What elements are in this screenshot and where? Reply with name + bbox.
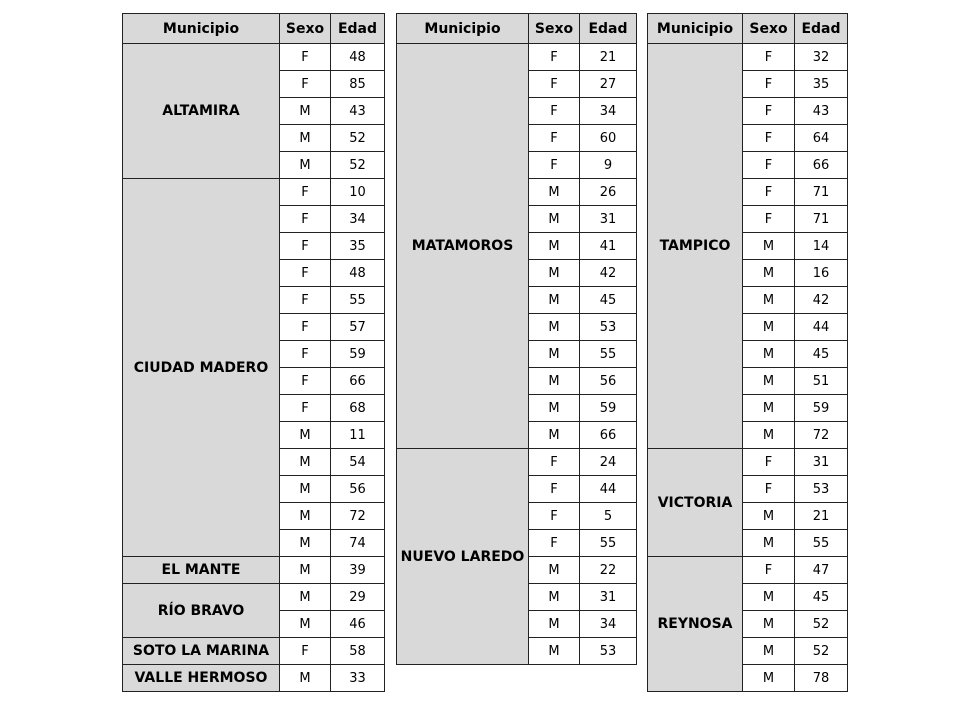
municipio-cell: VICTORIA <box>648 449 743 557</box>
sexo-cell: M <box>743 341 795 368</box>
edad-cell: 14 <box>795 233 848 260</box>
sexo-cell: F <box>529 71 580 98</box>
edad-cell: 58 <box>331 638 385 665</box>
header-municipio: Municipio <box>648 14 743 44</box>
sexo-cell: M <box>529 395 580 422</box>
sexo-cell: M <box>529 368 580 395</box>
sexo-cell: M <box>280 98 331 125</box>
sexo-cell: F <box>743 476 795 503</box>
table-right <box>647 13 848 692</box>
edad-cell: 66 <box>795 152 848 179</box>
edad-cell: 64 <box>795 125 848 152</box>
sexo-cell: M <box>529 638 580 665</box>
header-municipio: Municipio <box>123 14 280 44</box>
header-municipio: Municipio <box>397 14 529 44</box>
sexo-cell: F <box>529 503 580 530</box>
edad-cell: 71 <box>795 206 848 233</box>
sexo-cell: F <box>743 98 795 125</box>
municipio-cell: REYNOSA <box>648 557 743 692</box>
edad-cell: 53 <box>580 314 637 341</box>
edad-cell: 29 <box>331 584 385 611</box>
table-row <box>123 665 385 692</box>
edad-cell: 21 <box>795 503 848 530</box>
sexo-cell: F <box>280 395 331 422</box>
edad-cell: 24 <box>580 449 637 476</box>
sexo-cell: M <box>743 314 795 341</box>
edad-cell: 46 <box>331 611 385 638</box>
table-body <box>397 44 637 665</box>
edad-cell: 22 <box>580 557 637 584</box>
table-left <box>122 13 385 692</box>
edad-cell: 56 <box>580 368 637 395</box>
edad-cell: 85 <box>331 71 385 98</box>
sexo-cell: F <box>280 341 331 368</box>
sexo-cell: M <box>529 314 580 341</box>
edad-cell: 53 <box>795 476 848 503</box>
edad-cell: 52 <box>331 152 385 179</box>
edad-cell: 47 <box>795 557 848 584</box>
edad-cell: 78 <box>795 665 848 692</box>
sexo-cell: F <box>743 44 795 71</box>
edad-cell: 72 <box>795 422 848 449</box>
sexo-cell: F <box>280 179 331 206</box>
municipio-cell: TAMPICO <box>648 44 743 449</box>
sexo-cell: M <box>743 368 795 395</box>
edad-cell: 71 <box>795 179 848 206</box>
edad-cell: 57 <box>331 314 385 341</box>
edad-cell: 34 <box>331 206 385 233</box>
edad-cell: 39 <box>331 557 385 584</box>
header-row <box>397 14 637 44</box>
sexo-cell: F <box>743 71 795 98</box>
table-row <box>123 179 385 206</box>
sexo-cell: M <box>280 584 331 611</box>
sexo-cell: M <box>280 665 331 692</box>
sexo-cell: M <box>529 233 580 260</box>
table-row <box>397 44 637 71</box>
sexo-cell: F <box>743 125 795 152</box>
edad-cell: 52 <box>331 125 385 152</box>
sexo-cell: F <box>280 638 331 665</box>
edad-cell: 55 <box>331 287 385 314</box>
table-row <box>648 449 848 476</box>
sexo-cell: F <box>529 449 580 476</box>
edad-cell: 9 <box>580 152 637 179</box>
sexo-cell: F <box>529 530 580 557</box>
sexo-cell: F <box>743 206 795 233</box>
sexo-cell: M <box>529 584 580 611</box>
table-row <box>123 44 385 71</box>
edad-cell: 54 <box>331 449 385 476</box>
sexo-cell: F <box>280 314 331 341</box>
edad-cell: 42 <box>580 260 637 287</box>
sexo-cell: M <box>743 611 795 638</box>
sexo-cell: M <box>529 422 580 449</box>
sexo-cell: M <box>529 611 580 638</box>
edad-cell: 35 <box>331 233 385 260</box>
sexo-cell: M <box>280 530 331 557</box>
edad-cell: 68 <box>331 395 385 422</box>
edad-cell: 33 <box>331 665 385 692</box>
municipio-cell: EL MANTE <box>123 557 280 584</box>
edad-cell: 32 <box>795 44 848 71</box>
sexo-cell: M <box>743 665 795 692</box>
edad-cell: 52 <box>795 638 848 665</box>
sexo-cell: F <box>280 233 331 260</box>
edad-cell: 59 <box>580 395 637 422</box>
sexo-cell: M <box>743 503 795 530</box>
table-row <box>397 449 637 476</box>
edad-cell: 48 <box>331 44 385 71</box>
sexo-cell: M <box>743 260 795 287</box>
header-row <box>123 14 385 44</box>
table-row <box>648 557 848 584</box>
sexo-cell: M <box>280 503 331 530</box>
header-edad: Edad <box>580 14 637 44</box>
sexo-cell: F <box>280 71 331 98</box>
edad-cell: 43 <box>331 98 385 125</box>
sexo-cell: F <box>743 557 795 584</box>
sexo-cell: M <box>280 422 331 449</box>
table-row <box>123 557 385 584</box>
edad-cell: 41 <box>580 233 637 260</box>
sexo-cell: M <box>743 422 795 449</box>
table-row <box>123 584 385 611</box>
edad-cell: 11 <box>331 422 385 449</box>
edad-cell: 59 <box>795 395 848 422</box>
edad-cell: 51 <box>795 368 848 395</box>
edad-cell: 31 <box>580 584 637 611</box>
edad-cell: 27 <box>580 71 637 98</box>
sexo-cell: F <box>529 98 580 125</box>
sexo-cell: F <box>743 179 795 206</box>
header-row <box>648 14 848 44</box>
edad-cell: 52 <box>795 611 848 638</box>
edad-cell: 45 <box>580 287 637 314</box>
edad-cell: 45 <box>795 584 848 611</box>
edad-cell: 55 <box>580 341 637 368</box>
sexo-cell: F <box>743 449 795 476</box>
edad-cell: 21 <box>580 44 637 71</box>
header-edad: Edad <box>795 14 848 44</box>
sexo-cell: M <box>529 287 580 314</box>
edad-cell: 72 <box>331 503 385 530</box>
sexo-cell: M <box>743 638 795 665</box>
edad-cell: 43 <box>795 98 848 125</box>
header-sexo: Sexo <box>529 14 580 44</box>
sexo-cell: M <box>529 260 580 287</box>
sexo-cell: F <box>280 260 331 287</box>
sexo-cell: F <box>280 368 331 395</box>
sexo-cell: F <box>529 476 580 503</box>
edad-cell: 10 <box>331 179 385 206</box>
edad-cell: 45 <box>795 341 848 368</box>
edad-cell: 53 <box>580 638 637 665</box>
edad-cell: 56 <box>331 476 385 503</box>
sexo-cell: M <box>529 179 580 206</box>
edad-cell: 60 <box>580 125 637 152</box>
edad-cell: 42 <box>795 287 848 314</box>
table-body <box>648 44 848 692</box>
sexo-cell: M <box>280 125 331 152</box>
edad-cell: 44 <box>795 314 848 341</box>
table-row <box>123 638 385 665</box>
edad-cell: 66 <box>331 368 385 395</box>
sexo-cell: M <box>280 152 331 179</box>
sexo-cell: F <box>743 152 795 179</box>
edad-cell: 44 <box>580 476 637 503</box>
edad-cell: 59 <box>331 341 385 368</box>
edad-cell: 31 <box>795 449 848 476</box>
edad-cell: 74 <box>331 530 385 557</box>
table-middle <box>396 13 637 665</box>
edad-cell: 34 <box>580 98 637 125</box>
edad-cell: 55 <box>580 530 637 557</box>
sexo-cell: F <box>280 287 331 314</box>
edad-cell: 35 <box>795 71 848 98</box>
edad-cell: 66 <box>580 422 637 449</box>
sexo-cell: F <box>529 44 580 71</box>
municipio-cell: RÍO BRAVO <box>123 584 280 638</box>
sexo-cell: M <box>743 287 795 314</box>
sexo-cell: M <box>280 611 331 638</box>
sexo-cell: M <box>743 395 795 422</box>
header-edad: Edad <box>331 14 385 44</box>
municipio-cell: NUEVO LAREDO <box>397 449 529 665</box>
header-sexo: Sexo <box>743 14 795 44</box>
edad-cell: 26 <box>580 179 637 206</box>
sexo-cell: F <box>529 125 580 152</box>
sexo-cell: M <box>280 449 331 476</box>
municipio-cell: CIUDAD MADERO <box>123 179 280 557</box>
municipio-cell: SOTO LA MARINA <box>123 638 280 665</box>
sexo-cell: F <box>280 44 331 71</box>
municipio-cell: VALLE HERMOSO <box>123 665 280 692</box>
edad-cell: 55 <box>795 530 848 557</box>
edad-cell: 34 <box>580 611 637 638</box>
municipio-cell: MATAMOROS <box>397 44 529 449</box>
municipio-cell: ALTAMIRA <box>123 44 280 179</box>
header-sexo: Sexo <box>280 14 331 44</box>
edad-cell: 48 <box>331 260 385 287</box>
sexo-cell: M <box>743 530 795 557</box>
edad-cell: 16 <box>795 260 848 287</box>
table-body <box>123 44 385 692</box>
sexo-cell: M <box>743 584 795 611</box>
sexo-cell: F <box>529 152 580 179</box>
edad-cell: 5 <box>580 503 637 530</box>
sexo-cell: M <box>529 206 580 233</box>
table-row <box>648 44 848 71</box>
sexo-cell: F <box>280 206 331 233</box>
sexo-cell: M <box>529 557 580 584</box>
sexo-cell: M <box>743 233 795 260</box>
sexo-cell: M <box>280 557 331 584</box>
sexo-cell: M <box>529 341 580 368</box>
edad-cell: 31 <box>580 206 637 233</box>
sexo-cell: M <box>280 476 331 503</box>
